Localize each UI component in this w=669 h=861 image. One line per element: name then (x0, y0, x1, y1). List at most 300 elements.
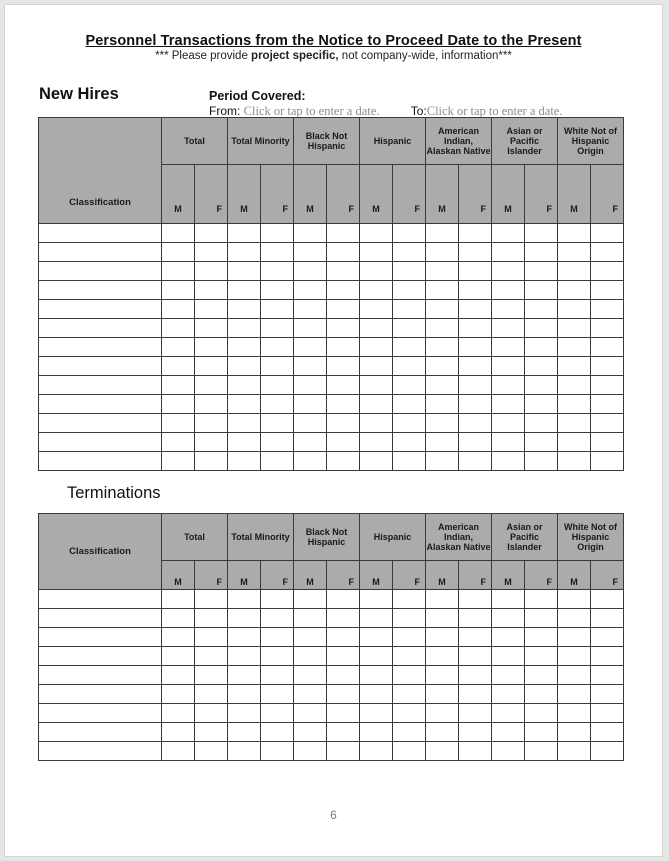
male-count-cell[interactable] (426, 357, 459, 376)
female-count-cell[interactable] (591, 262, 624, 281)
male-count-cell[interactable] (360, 395, 393, 414)
female-count-cell[interactable] (525, 452, 558, 471)
female-count-cell[interactable] (195, 300, 228, 319)
female-count-cell[interactable] (393, 704, 426, 723)
male-count-cell[interactable] (492, 452, 525, 471)
to-date-picker[interactable]: Click or tap to enter a date. (426, 104, 563, 118)
female-count-cell[interactable] (327, 628, 360, 647)
male-count-cell[interactable] (294, 243, 327, 262)
classification-cell[interactable] (39, 357, 162, 376)
male-count-cell[interactable] (294, 338, 327, 357)
male-count-cell[interactable] (558, 742, 591, 761)
female-count-cell[interactable] (261, 224, 294, 243)
female-count-cell[interactable] (459, 647, 492, 666)
male-count-cell[interactable] (228, 243, 261, 262)
male-count-cell[interactable] (162, 338, 195, 357)
female-count-cell[interactable] (393, 590, 426, 609)
female-count-cell[interactable] (261, 319, 294, 338)
female-count-cell[interactable] (327, 338, 360, 357)
female-count-cell[interactable] (195, 723, 228, 742)
female-count-cell[interactable] (525, 609, 558, 628)
male-count-cell[interactable] (360, 433, 393, 452)
female-count-cell[interactable] (195, 628, 228, 647)
male-count-cell[interactable] (558, 357, 591, 376)
female-count-cell[interactable] (591, 742, 624, 761)
female-count-cell[interactable] (261, 609, 294, 628)
male-count-cell[interactable] (492, 395, 525, 414)
female-count-cell[interactable] (195, 452, 228, 471)
female-count-cell[interactable] (591, 319, 624, 338)
female-count-cell[interactable] (393, 647, 426, 666)
female-count-cell[interactable] (591, 281, 624, 300)
female-count-cell[interactable] (459, 224, 492, 243)
classification-cell[interactable] (39, 376, 162, 395)
male-count-cell[interactable] (228, 685, 261, 704)
male-count-cell[interactable] (492, 628, 525, 647)
male-count-cell[interactable] (162, 281, 195, 300)
male-count-cell[interactable] (162, 666, 195, 685)
classification-cell[interactable] (39, 319, 162, 338)
female-count-cell[interactable] (459, 723, 492, 742)
female-count-cell[interactable] (195, 742, 228, 761)
female-count-cell[interactable] (459, 590, 492, 609)
classification-cell[interactable] (39, 452, 162, 471)
male-count-cell[interactable] (294, 262, 327, 281)
female-count-cell[interactable] (327, 414, 360, 433)
female-count-cell[interactable] (525, 376, 558, 395)
male-count-cell[interactable] (162, 742, 195, 761)
male-count-cell[interactable] (294, 224, 327, 243)
male-count-cell[interactable] (492, 243, 525, 262)
male-count-cell[interactable] (360, 376, 393, 395)
male-count-cell[interactable] (426, 647, 459, 666)
female-count-cell[interactable] (393, 224, 426, 243)
male-count-cell[interactable] (294, 609, 327, 628)
female-count-cell[interactable] (525, 666, 558, 685)
female-count-cell[interactable] (459, 628, 492, 647)
female-count-cell[interactable] (195, 433, 228, 452)
male-count-cell[interactable] (426, 281, 459, 300)
male-count-cell[interactable] (294, 395, 327, 414)
male-count-cell[interactable] (294, 704, 327, 723)
male-count-cell[interactable] (492, 742, 525, 761)
male-count-cell[interactable] (360, 590, 393, 609)
male-count-cell[interactable] (558, 685, 591, 704)
male-count-cell[interactable] (492, 685, 525, 704)
female-count-cell[interactable] (261, 685, 294, 704)
female-count-cell[interactable] (393, 609, 426, 628)
female-count-cell[interactable] (195, 338, 228, 357)
female-count-cell[interactable] (261, 357, 294, 376)
female-count-cell[interactable] (591, 628, 624, 647)
classification-cell[interactable] (39, 723, 162, 742)
female-count-cell[interactable] (525, 590, 558, 609)
male-count-cell[interactable] (426, 338, 459, 357)
male-count-cell[interactable] (360, 243, 393, 262)
male-count-cell[interactable] (558, 376, 591, 395)
female-count-cell[interactable] (393, 300, 426, 319)
female-count-cell[interactable] (525, 628, 558, 647)
male-count-cell[interactable] (426, 452, 459, 471)
female-count-cell[interactable] (195, 319, 228, 338)
female-count-cell[interactable] (261, 395, 294, 414)
male-count-cell[interactable] (558, 723, 591, 742)
female-count-cell[interactable] (261, 433, 294, 452)
female-count-cell[interactable] (195, 395, 228, 414)
female-count-cell[interactable] (591, 338, 624, 357)
male-count-cell[interactable] (426, 300, 459, 319)
male-count-cell[interactable] (360, 647, 393, 666)
male-count-cell[interactable] (492, 723, 525, 742)
male-count-cell[interactable] (492, 590, 525, 609)
female-count-cell[interactable] (261, 666, 294, 685)
female-count-cell[interactable] (195, 224, 228, 243)
female-count-cell[interactable] (393, 243, 426, 262)
classification-cell[interactable] (39, 243, 162, 262)
female-count-cell[interactable] (393, 723, 426, 742)
male-count-cell[interactable] (492, 647, 525, 666)
classification-cell[interactable] (39, 590, 162, 609)
female-count-cell[interactable] (591, 300, 624, 319)
female-count-cell[interactable] (261, 647, 294, 666)
male-count-cell[interactable] (360, 224, 393, 243)
female-count-cell[interactable] (195, 281, 228, 300)
male-count-cell[interactable] (426, 704, 459, 723)
male-count-cell[interactable] (492, 338, 525, 357)
male-count-cell[interactable] (294, 433, 327, 452)
classification-cell[interactable] (39, 433, 162, 452)
female-count-cell[interactable] (459, 685, 492, 704)
female-count-cell[interactable] (459, 395, 492, 414)
female-count-cell[interactable] (327, 433, 360, 452)
female-count-cell[interactable] (525, 704, 558, 723)
male-count-cell[interactable] (162, 723, 195, 742)
female-count-cell[interactable] (195, 685, 228, 704)
male-count-cell[interactable] (492, 281, 525, 300)
male-count-cell[interactable] (162, 647, 195, 666)
female-count-cell[interactable] (393, 414, 426, 433)
male-count-cell[interactable] (558, 395, 591, 414)
male-count-cell[interactable] (558, 433, 591, 452)
female-count-cell[interactable] (459, 609, 492, 628)
female-count-cell[interactable] (591, 609, 624, 628)
female-count-cell[interactable] (327, 300, 360, 319)
male-count-cell[interactable] (426, 433, 459, 452)
female-count-cell[interactable] (459, 281, 492, 300)
female-count-cell[interactable] (327, 319, 360, 338)
male-count-cell[interactable] (426, 590, 459, 609)
male-count-cell[interactable] (294, 357, 327, 376)
male-count-cell[interactable] (558, 300, 591, 319)
male-count-cell[interactable] (162, 319, 195, 338)
male-count-cell[interactable] (492, 414, 525, 433)
male-count-cell[interactable] (228, 262, 261, 281)
male-count-cell[interactable] (492, 224, 525, 243)
female-count-cell[interactable] (459, 704, 492, 723)
classification-cell[interactable] (39, 666, 162, 685)
female-count-cell[interactable] (393, 338, 426, 357)
classification-cell[interactable] (39, 742, 162, 761)
male-count-cell[interactable] (294, 414, 327, 433)
male-count-cell[interactable] (162, 300, 195, 319)
female-count-cell[interactable] (591, 395, 624, 414)
male-count-cell[interactable] (294, 742, 327, 761)
male-count-cell[interactable] (360, 414, 393, 433)
female-count-cell[interactable] (261, 414, 294, 433)
female-count-cell[interactable] (591, 357, 624, 376)
male-count-cell[interactable] (360, 319, 393, 338)
male-count-cell[interactable] (492, 609, 525, 628)
female-count-cell[interactable] (591, 376, 624, 395)
female-count-cell[interactable] (195, 243, 228, 262)
female-count-cell[interactable] (327, 704, 360, 723)
female-count-cell[interactable] (525, 647, 558, 666)
male-count-cell[interactable] (426, 628, 459, 647)
female-count-cell[interactable] (591, 685, 624, 704)
male-count-cell[interactable] (228, 704, 261, 723)
male-count-cell[interactable] (228, 338, 261, 357)
male-count-cell[interactable] (360, 609, 393, 628)
female-count-cell[interactable] (195, 376, 228, 395)
male-count-cell[interactable] (228, 224, 261, 243)
female-count-cell[interactable] (195, 666, 228, 685)
male-count-cell[interactable] (492, 319, 525, 338)
male-count-cell[interactable] (228, 300, 261, 319)
male-count-cell[interactable] (162, 452, 195, 471)
male-count-cell[interactable] (426, 742, 459, 761)
male-count-cell[interactable] (162, 357, 195, 376)
female-count-cell[interactable] (591, 433, 624, 452)
male-count-cell[interactable] (228, 628, 261, 647)
female-count-cell[interactable] (327, 376, 360, 395)
male-count-cell[interactable] (558, 338, 591, 357)
female-count-cell[interactable] (525, 723, 558, 742)
male-count-cell[interactable] (426, 319, 459, 338)
male-count-cell[interactable] (558, 224, 591, 243)
female-count-cell[interactable] (393, 281, 426, 300)
classification-cell[interactable] (39, 609, 162, 628)
female-count-cell[interactable] (591, 243, 624, 262)
female-count-cell[interactable] (195, 704, 228, 723)
male-count-cell[interactable] (294, 628, 327, 647)
male-count-cell[interactable] (162, 628, 195, 647)
female-count-cell[interactable] (327, 647, 360, 666)
female-count-cell[interactable] (195, 414, 228, 433)
male-count-cell[interactable] (558, 704, 591, 723)
male-count-cell[interactable] (294, 647, 327, 666)
female-count-cell[interactable] (393, 685, 426, 704)
male-count-cell[interactable] (360, 742, 393, 761)
female-count-cell[interactable] (459, 666, 492, 685)
female-count-cell[interactable] (327, 395, 360, 414)
female-count-cell[interactable] (327, 609, 360, 628)
female-count-cell[interactable] (525, 243, 558, 262)
female-count-cell[interactable] (525, 319, 558, 338)
male-count-cell[interactable] (228, 395, 261, 414)
female-count-cell[interactable] (261, 452, 294, 471)
male-count-cell[interactable] (426, 395, 459, 414)
female-count-cell[interactable] (525, 685, 558, 704)
female-count-cell[interactable] (525, 338, 558, 357)
male-count-cell[interactable] (294, 590, 327, 609)
female-count-cell[interactable] (195, 357, 228, 376)
female-count-cell[interactable] (591, 414, 624, 433)
female-count-cell[interactable] (195, 647, 228, 666)
female-count-cell[interactable] (261, 376, 294, 395)
male-count-cell[interactable] (558, 628, 591, 647)
female-count-cell[interactable] (459, 243, 492, 262)
male-count-cell[interactable] (360, 338, 393, 357)
male-count-cell[interactable] (228, 647, 261, 666)
female-count-cell[interactable] (459, 433, 492, 452)
male-count-cell[interactable] (360, 300, 393, 319)
female-count-cell[interactable] (261, 262, 294, 281)
female-count-cell[interactable] (261, 628, 294, 647)
female-count-cell[interactable] (591, 647, 624, 666)
female-count-cell[interactable] (393, 742, 426, 761)
male-count-cell[interactable] (162, 685, 195, 704)
male-count-cell[interactable] (162, 395, 195, 414)
male-count-cell[interactable] (558, 647, 591, 666)
female-count-cell[interactable] (459, 319, 492, 338)
male-count-cell[interactable] (228, 452, 261, 471)
male-count-cell[interactable] (558, 452, 591, 471)
male-count-cell[interactable] (294, 452, 327, 471)
male-count-cell[interactable] (162, 433, 195, 452)
female-count-cell[interactable] (195, 262, 228, 281)
male-count-cell[interactable] (294, 685, 327, 704)
female-count-cell[interactable] (327, 742, 360, 761)
female-count-cell[interactable] (525, 300, 558, 319)
female-count-cell[interactable] (261, 590, 294, 609)
female-count-cell[interactable] (393, 628, 426, 647)
male-count-cell[interactable] (558, 666, 591, 685)
female-count-cell[interactable] (525, 742, 558, 761)
female-count-cell[interactable] (327, 243, 360, 262)
male-count-cell[interactable] (162, 224, 195, 243)
female-count-cell[interactable] (327, 262, 360, 281)
female-count-cell[interactable] (195, 609, 228, 628)
male-count-cell[interactable] (360, 666, 393, 685)
female-count-cell[interactable] (459, 357, 492, 376)
male-count-cell[interactable] (294, 376, 327, 395)
female-count-cell[interactable] (525, 262, 558, 281)
male-count-cell[interactable] (492, 300, 525, 319)
male-count-cell[interactable] (360, 281, 393, 300)
female-count-cell[interactable] (591, 452, 624, 471)
male-count-cell[interactable] (558, 590, 591, 609)
classification-cell[interactable] (39, 704, 162, 723)
male-count-cell[interactable] (426, 376, 459, 395)
male-count-cell[interactable] (228, 414, 261, 433)
female-count-cell[interactable] (195, 590, 228, 609)
female-count-cell[interactable] (261, 338, 294, 357)
female-count-cell[interactable] (591, 704, 624, 723)
classification-cell[interactable] (39, 338, 162, 357)
male-count-cell[interactable] (294, 666, 327, 685)
male-count-cell[interactable] (228, 433, 261, 452)
female-count-cell[interactable] (261, 704, 294, 723)
male-count-cell[interactable] (228, 666, 261, 685)
female-count-cell[interactable] (393, 433, 426, 452)
male-count-cell[interactable] (360, 628, 393, 647)
male-count-cell[interactable] (492, 704, 525, 723)
male-count-cell[interactable] (558, 243, 591, 262)
male-count-cell[interactable] (426, 723, 459, 742)
female-count-cell[interactable] (459, 452, 492, 471)
female-count-cell[interactable] (393, 262, 426, 281)
male-count-cell[interactable] (492, 357, 525, 376)
male-count-cell[interactable] (162, 590, 195, 609)
male-count-cell[interactable] (162, 704, 195, 723)
from-date-picker[interactable]: Click or tap to enter a date. (243, 104, 380, 118)
female-count-cell[interactable] (393, 319, 426, 338)
classification-cell[interactable] (39, 395, 162, 414)
female-count-cell[interactable] (459, 376, 492, 395)
female-count-cell[interactable] (393, 452, 426, 471)
male-count-cell[interactable] (492, 262, 525, 281)
female-count-cell[interactable] (327, 590, 360, 609)
female-count-cell[interactable] (327, 281, 360, 300)
female-count-cell[interactable] (525, 224, 558, 243)
female-count-cell[interactable] (393, 666, 426, 685)
male-count-cell[interactable] (492, 376, 525, 395)
female-count-cell[interactable] (525, 395, 558, 414)
male-count-cell[interactable] (558, 414, 591, 433)
male-count-cell[interactable] (360, 704, 393, 723)
female-count-cell[interactable] (591, 723, 624, 742)
female-count-cell[interactable] (459, 414, 492, 433)
female-count-cell[interactable] (327, 452, 360, 471)
female-count-cell[interactable] (525, 281, 558, 300)
male-count-cell[interactable] (426, 666, 459, 685)
female-count-cell[interactable] (393, 376, 426, 395)
male-count-cell[interactable] (492, 433, 525, 452)
female-count-cell[interactable] (459, 338, 492, 357)
classification-cell[interactable] (39, 647, 162, 666)
male-count-cell[interactable] (360, 723, 393, 742)
female-count-cell[interactable] (459, 262, 492, 281)
female-count-cell[interactable] (525, 357, 558, 376)
female-count-cell[interactable] (327, 357, 360, 376)
classification-cell[interactable] (39, 262, 162, 281)
male-count-cell[interactable] (162, 376, 195, 395)
female-count-cell[interactable] (591, 666, 624, 685)
male-count-cell[interactable] (228, 319, 261, 338)
male-count-cell[interactable] (492, 666, 525, 685)
male-count-cell[interactable] (228, 281, 261, 300)
male-count-cell[interactable] (228, 590, 261, 609)
male-count-cell[interactable] (294, 300, 327, 319)
male-count-cell[interactable] (162, 414, 195, 433)
male-count-cell[interactable] (228, 742, 261, 761)
male-count-cell[interactable] (558, 609, 591, 628)
male-count-cell[interactable] (426, 685, 459, 704)
male-count-cell[interactable] (426, 243, 459, 262)
male-count-cell[interactable] (426, 262, 459, 281)
male-count-cell[interactable] (294, 281, 327, 300)
male-count-cell[interactable] (228, 723, 261, 742)
male-count-cell[interactable] (558, 262, 591, 281)
female-count-cell[interactable] (591, 224, 624, 243)
male-count-cell[interactable] (162, 609, 195, 628)
male-count-cell[interactable] (228, 357, 261, 376)
female-count-cell[interactable] (327, 666, 360, 685)
female-count-cell[interactable] (261, 281, 294, 300)
female-count-cell[interactable] (525, 433, 558, 452)
classification-cell[interactable] (39, 414, 162, 433)
male-count-cell[interactable] (294, 319, 327, 338)
